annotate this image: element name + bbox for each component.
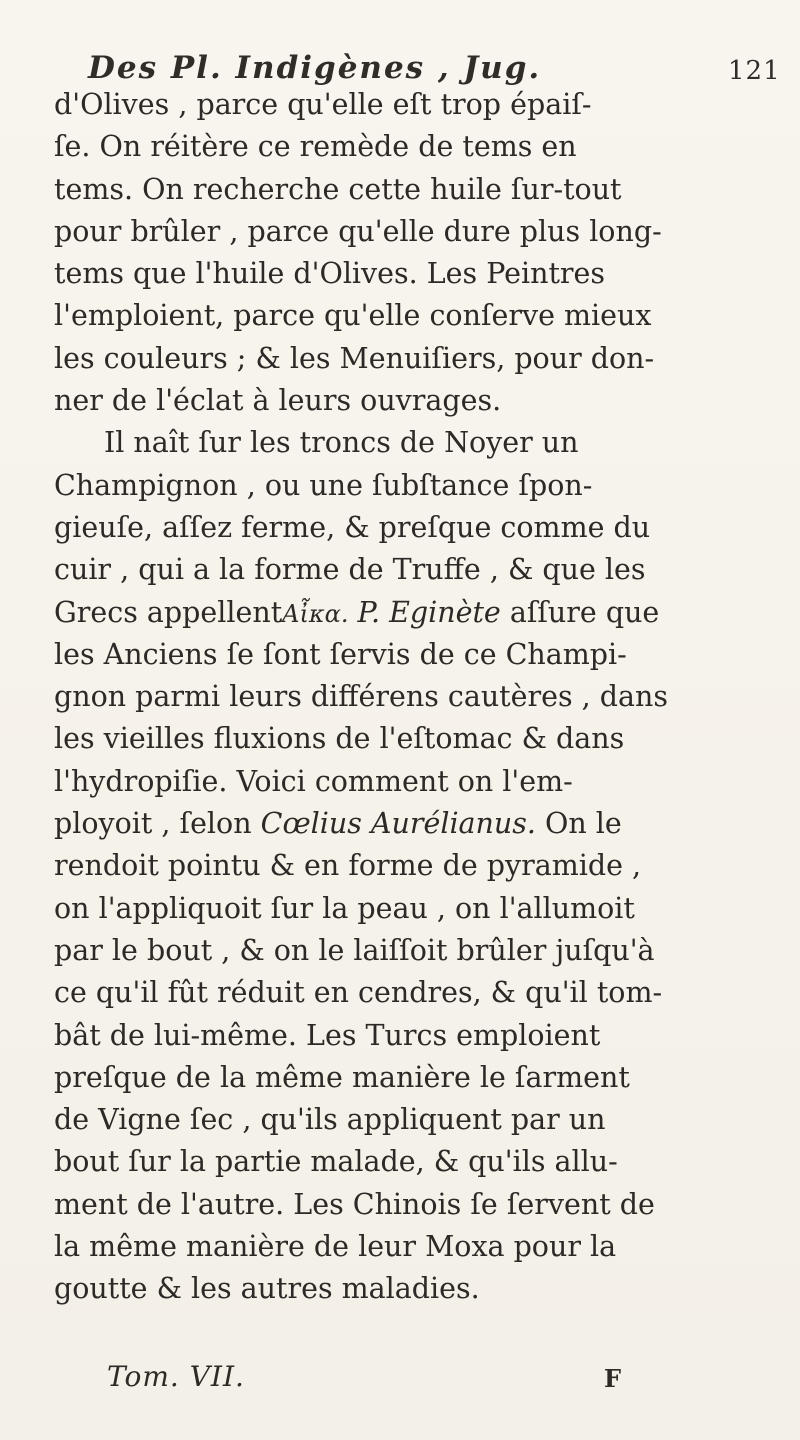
text-line: rendoit pointu & en forme de pyramide ,: [54, 849, 642, 883]
text-line: les vieilles fluxions de l'eſtomac & dans: [54, 722, 625, 756]
page-footer: [0, 1360, 800, 1410]
text-line: [54, 803, 770, 845]
text-line: ce qu'il fût réduit en cendres, & qu'il tom-: [54, 976, 663, 1010]
text-line: ner de l'éclat à leurs ouvrages.: [54, 384, 502, 418]
text-line: gieuſe, aſſez ferme, & preſque comme du: [54, 510, 651, 544]
text-fragment: On le: [535, 807, 622, 841]
text-fragment: aſſure que: [500, 595, 660, 629]
text-line: Champignon , ou une ſubſtance ſpon-: [54, 468, 593, 502]
volume-mark: Tom. VII.: [107, 1360, 245, 1393]
text-line: preſque de la même manière le ſarment: [54, 1060, 630, 1094]
page-number: 121: [728, 56, 781, 86]
text-line: par le bout , & on le laiſſoit brûler juſqu'à: [54, 933, 655, 967]
text-line: ſe. On réitère ce remède de tems en: [54, 130, 577, 164]
text-line: la même manière de leur Moxa pour la: [54, 1230, 617, 1264]
running-head-title: Des Pl. Indigènes , Jug.: [88, 50, 542, 86]
text-line: l'emploient, parce qu'elle conſerve mieux: [54, 299, 652, 333]
signature-mark: F: [604, 1364, 622, 1393]
text-line: de Vigne ſec , qu'ils appliquent par un: [54, 1103, 606, 1137]
text-line: tems. On recherche cette huile ſur-tout: [54, 172, 622, 206]
text-line: les Anciens ſe ſont ſervis de ce Champi-: [54, 637, 627, 671]
text-line: pour brûler , parce qu'elle dure plus long-: [54, 214, 662, 248]
text-line: les couleurs ; & les Menuiſiers, pour don-: [54, 341, 655, 375]
author-name: P. Eginète: [357, 595, 501, 629]
greek-term: Αἶκα.: [282, 599, 349, 628]
text-line: bât de lui-même. Les Turcs emploient: [54, 1018, 601, 1052]
text-line: ment de l'autre. Les Chinois ſe ſervent de: [54, 1187, 655, 1221]
text-line: on l'appliquoit ſur la peau , on l'allumoit: [54, 891, 635, 925]
text-line: [54, 592, 770, 634]
text-line: cuir , qui a la forme de Truffe , & que les: [54, 553, 646, 587]
text-line: tems que l'huile d'Olives. Les Peintres: [54, 257, 606, 291]
body-text: [54, 84, 770, 1311]
text-line: gnon parmi leurs différens cautères , dans: [54, 680, 669, 714]
paragraph-start-line: Il naît ſur les troncs de Noyer un: [104, 426, 579, 460]
text-fragment: Grecs appellent: [54, 595, 283, 629]
text-line: goutte & les autres maladies.: [54, 1272, 480, 1306]
text-line: bout ſur la partie malade, & qu'ils allu-: [54, 1145, 618, 1179]
text-line: l'hydropiſie. Voici comment on l'em-: [54, 764, 573, 798]
text-fragment: ployoit , ſelon: [54, 807, 252, 841]
text-line: d'Olives , parce qu'elle eſt trop épaiſ-: [54, 88, 592, 121]
author-name: Cœlius Aurélianus.: [260, 807, 536, 841]
